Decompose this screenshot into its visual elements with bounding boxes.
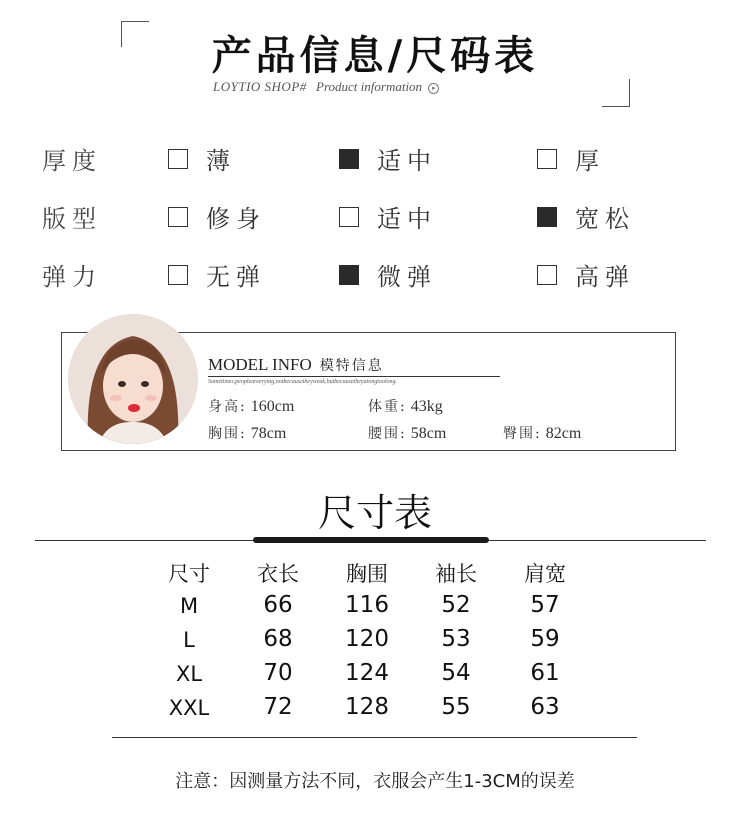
attribute-row-thickness <box>0 137 750 177</box>
stat-value: 82cm <box>545 425 582 442</box>
arrow-right-icon: ▸ <box>428 83 439 94</box>
checkbox[interactable] <box>537 207 557 227</box>
size-cell: XXL <box>168 696 210 720</box>
measurement-note: 注意：因测量方法不同，衣服会产生1-3CM的误差 <box>175 771 575 792</box>
column-header-sleeve: 袖长 <box>435 562 477 586</box>
attribute-label: 厚度 <box>42 147 102 175</box>
option-label: 薄 <box>206 147 236 175</box>
model-info-heading <box>208 355 384 375</box>
option-label: 微弹 <box>377 263 437 291</box>
table-cell-sleeve: 55 <box>441 694 471 720</box>
checkbox[interactable] <box>537 149 557 169</box>
subtitle <box>213 79 439 95</box>
model-tagline: Sometimes,peopleareerying,notbecausetheyweak,butbecausetheyatongtoolong. <box>208 379 398 385</box>
table-cell-length: 72 <box>263 694 293 720</box>
checkbox[interactable] <box>339 207 359 227</box>
checkbox[interactable] <box>168 149 188 169</box>
stat-label: 胸围: <box>208 426 247 442</box>
model-portrait-icon <box>68 314 198 444</box>
table-cell-chest: 116 <box>345 592 389 618</box>
table-cell-sleeve: 54 <box>441 660 471 686</box>
checkbox[interactable] <box>168 207 188 227</box>
stat-label: 腰围: <box>368 426 407 442</box>
checkbox[interactable] <box>339 149 359 169</box>
attribute-label: 弹力 <box>42 263 102 291</box>
table-cell-chest: 120 <box>345 626 389 652</box>
table-cell-shoulder: 61 <box>530 660 560 686</box>
table-cell-chest: 124 <box>345 660 389 686</box>
stat-height <box>208 396 294 416</box>
option-label: 修身 <box>206 205 266 233</box>
title-underline <box>253 537 489 543</box>
table-cell-shoulder: 63 <box>530 694 560 720</box>
column-header-shoulder: 肩宽 <box>524 562 566 586</box>
size-cell: M <box>179 594 199 618</box>
stat-waist <box>368 423 446 443</box>
stat-value: 43kg <box>410 398 443 415</box>
attribute-label: 版型 <box>42 205 102 233</box>
divider <box>112 737 637 738</box>
table-cell-sleeve: 52 <box>441 592 471 618</box>
stat-weight <box>368 396 443 416</box>
column-header-length: 衣长 <box>257 562 299 586</box>
option-label: 宽松 <box>575 205 635 233</box>
column-header-chest: 胸围 <box>346 562 388 586</box>
table-cell-sleeve: 53 <box>441 626 471 652</box>
stat-hip <box>503 423 581 443</box>
size-cell: L <box>183 628 195 652</box>
option-label: 高弹 <box>575 263 635 291</box>
stat-bust <box>208 423 286 443</box>
stat-label: 臀围: <box>503 426 542 442</box>
page-title: 产品信息/尺码表 <box>211 32 539 79</box>
model-info-title: MODEL INFO <box>208 355 312 374</box>
attribute-row-elasticity <box>0 253 750 293</box>
model-avatar <box>68 314 198 444</box>
checkbox[interactable] <box>537 265 557 285</box>
table-cell-length: 66 <box>263 592 293 618</box>
table-cell-shoulder: 57 <box>530 592 560 618</box>
option-label: 厚 <box>575 147 605 175</box>
divider <box>208 376 500 377</box>
stat-label: 身高: <box>208 399 247 415</box>
size-cell: XL <box>175 662 203 686</box>
checkbox[interactable] <box>339 265 359 285</box>
stat-value: 78cm <box>250 425 287 442</box>
model-info-title-cn: 模特信息 <box>319 358 384 374</box>
option-label: 无弹 <box>206 263 266 291</box>
attribute-row-fit <box>0 195 750 235</box>
subtitle-text: Product information <box>316 79 423 94</box>
option-label: 适中 <box>377 147 437 175</box>
stat-label: 体重: <box>368 399 407 415</box>
option-label: 适中 <box>377 205 437 233</box>
checkbox[interactable] <box>168 265 188 285</box>
table-cell-shoulder: 59 <box>530 626 560 652</box>
stat-value: 58cm <box>410 425 447 442</box>
column-header-size: 尺寸 <box>168 562 210 586</box>
corner-bracket-bottom-right <box>602 79 630 107</box>
shop-name: LOYTIO SHOP# <box>213 79 307 94</box>
table-cell-length: 68 <box>263 626 293 652</box>
stat-value: 160cm <box>250 398 295 415</box>
size-chart-title: 尺寸表 <box>317 491 432 535</box>
table-cell-length: 70 <box>263 660 293 686</box>
table-cell-chest: 128 <box>345 694 389 720</box>
